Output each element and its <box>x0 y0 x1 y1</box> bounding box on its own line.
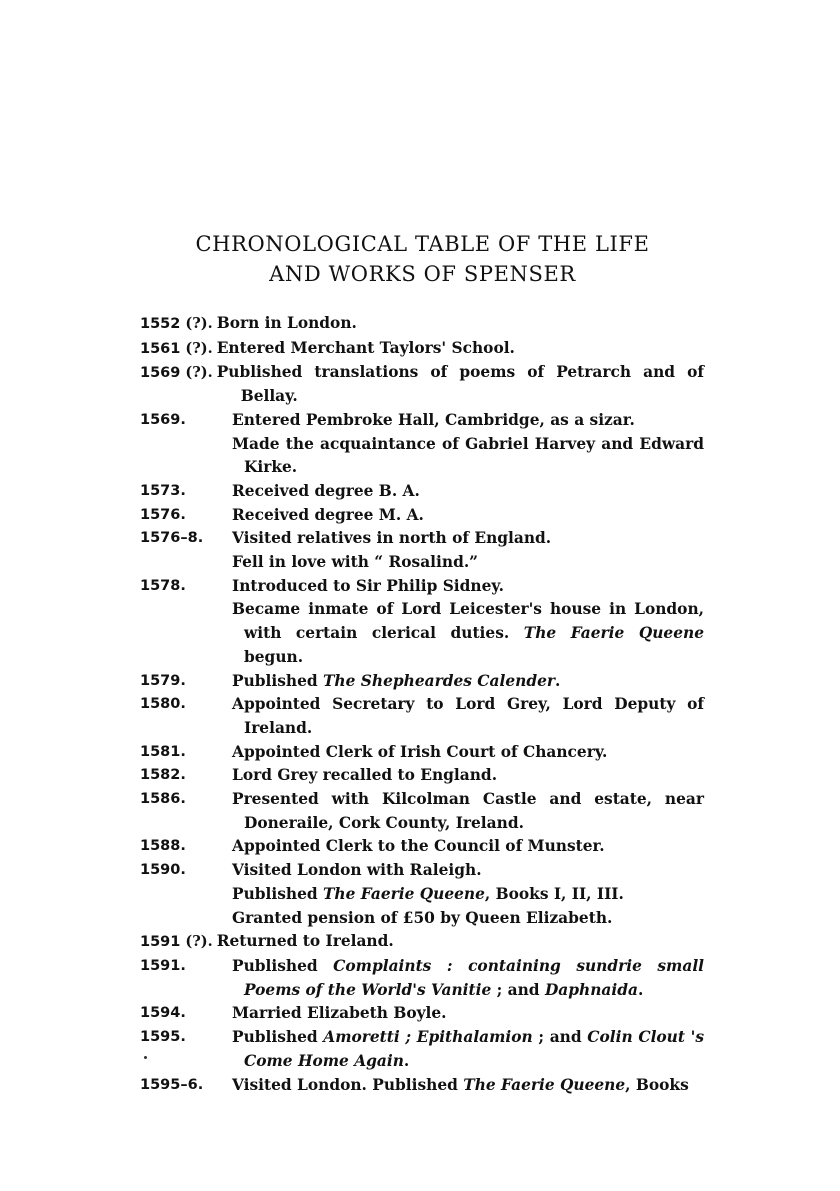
entry-date: 1595. <box>140 1029 186 1046</box>
entry-qualifier: (?). <box>180 933 213 951</box>
entry-date <box>140 907 232 931</box>
entry-year: 1569 <box>140 365 181 382</box>
entry-title-italic: Amoretti ; Epithalamion <box>323 1028 533 1047</box>
chronology-entry <box>140 955 704 1002</box>
chronology-entry <box>140 741 704 765</box>
chronology-entry <box>140 480 704 504</box>
chronology-entry <box>140 835 704 859</box>
chronology-entry <box>140 551 704 575</box>
entry-text <box>232 670 704 694</box>
entry-text <box>232 409 704 433</box>
chronology-entry <box>140 1026 704 1073</box>
chronology-entry <box>140 1002 704 1026</box>
entry-text <box>232 907 704 931</box>
entry-text <box>232 575 704 599</box>
entry-text <box>232 1074 704 1098</box>
chronology-entry <box>140 433 704 480</box>
entry-date: 1579. <box>140 672 186 689</box>
entry-text <box>232 1026 704 1073</box>
entry-date: 1594. <box>140 1005 186 1022</box>
entry-text-part: ; and <box>491 980 545 999</box>
chronology-entry <box>140 859 704 883</box>
entry-text <box>232 433 704 480</box>
entry-text-part: Fell in love with “ Rosalind.” <box>232 553 479 572</box>
entry-text-part: Received degree M. A. <box>232 505 424 524</box>
entry-date: 1588. <box>140 838 186 855</box>
chronology-entry <box>140 575 704 599</box>
entry-text-part: Published <box>232 884 323 903</box>
chronology-entry <box>140 504 704 528</box>
entry-text-part: begun. <box>244 647 304 666</box>
entry-date <box>140 883 232 907</box>
entry-text-part: Married Elizabeth Boyle. <box>232 1004 447 1023</box>
entry-text-part: Entered Pembroke Hall, Cambridge, as a sizar. <box>232 410 635 429</box>
entry-text-part: . <box>555 671 561 690</box>
entry-text-part: . <box>637 980 644 999</box>
entry-text <box>217 337 704 362</box>
entry-date <box>140 930 213 955</box>
entry-text-part: Visited London with Raleigh. <box>232 861 482 880</box>
entry-text-part: , Books <box>625 1075 689 1094</box>
entry-text-part: Visited relatives in north of England. <box>232 529 552 548</box>
entry-text-part: Lord Grey recalled to England. <box>232 766 498 785</box>
entry-date: 1578. <box>140 577 186 594</box>
entry-date: 1581. <box>140 743 186 760</box>
chronology-entry <box>140 764 704 788</box>
entry-text-part: ; and <box>532 1028 588 1047</box>
chronology-entry <box>140 693 704 740</box>
chronology-entry <box>140 907 704 931</box>
entry-qualifier: (?). <box>180 364 213 382</box>
entry-date <box>140 551 232 575</box>
title-line-2: AND WORKS OF SPENSER <box>269 262 576 286</box>
entry-text-part: Published <box>232 671 323 690</box>
entry-title-italic: The Shepheardes Calender <box>322 671 555 690</box>
entry-year: 1561 <box>140 340 181 357</box>
entry-text-part: Returned to Ireland. <box>216 932 394 951</box>
entry-title-italic: Daphnaida <box>544 980 638 999</box>
entry-text <box>232 788 704 835</box>
entry-date: 1576–8. <box>140 530 204 547</box>
chronology-entry <box>140 788 704 835</box>
entry-year: 1591 <box>140 934 181 951</box>
entry-text <box>232 1002 704 1026</box>
entry-text <box>232 859 704 883</box>
entry-text-part: Published <box>232 1028 324 1047</box>
entry-text <box>232 764 704 788</box>
entry-text <box>232 598 704 669</box>
entry-text <box>232 955 704 1002</box>
chronology-entry <box>140 409 704 433</box>
entry-date <box>140 312 213 337</box>
chronology-entry <box>140 312 704 337</box>
chronology-entry <box>140 930 704 955</box>
entry-text-part: Appointed Clerk of Irish Court of Chancery. <box>232 742 608 761</box>
entry-text-part: , Books I, II, III. <box>484 884 624 903</box>
entry-text-part: Appointed Secretary to Lord Grey, Lord Deputy of Ireland. <box>232 695 704 737</box>
chronology-entry <box>140 337 704 362</box>
entry-text <box>232 527 704 551</box>
entry-date: 1573. <box>140 482 186 499</box>
entry-text <box>217 930 704 955</box>
entry-date: 1569. <box>140 411 186 428</box>
entry-text-part: Born in London. <box>216 314 357 332</box>
entry-title-italic: The Faerie Queene <box>322 884 485 903</box>
entry-text <box>232 480 704 504</box>
entry-text-part: Published <box>232 956 334 975</box>
entry-date <box>140 361 213 408</box>
entry-text-part: Entered Merchant Taylors' School. <box>216 338 515 357</box>
entry-text-part: Published translations of poems of Petrarch and of Bellay. <box>216 363 704 406</box>
entry-date <box>140 337 213 362</box>
chronology-entry <box>140 1074 704 1098</box>
entry-date: 1590. <box>140 862 186 879</box>
entry-text-part: Appointed Clerk to the Council of Munster. <box>232 837 605 856</box>
entry-title-italic: The Faerie Queene <box>523 624 704 643</box>
stray-mark <box>144 1056 147 1059</box>
chronology-entry <box>140 598 704 669</box>
entry-text <box>217 361 704 408</box>
page-title <box>140 229 705 289</box>
entry-date <box>140 598 232 669</box>
entry-text <box>217 312 704 337</box>
entry-date <box>140 433 232 480</box>
entry-year: 1552 <box>140 316 181 332</box>
entry-title-italic: Complaints : containing sundrie small Poems of the World's Vanitie <box>244 956 705 999</box>
entry-date: 1576. <box>140 506 186 523</box>
entry-text-part: . <box>403 1051 410 1070</box>
chronology-entry <box>140 883 704 907</box>
entry-text <box>232 741 704 765</box>
entry-date: 1582. <box>140 767 186 784</box>
entry-title-italic: Colin Clout 's Come Home Again <box>244 1028 705 1070</box>
title-line-1: CHRONOLOGICAL TABLE OF THE LIFE <box>195 232 650 256</box>
entry-text-part: Granted pension of £50 by Queen Elizabeth. <box>232 908 613 927</box>
entry-text-part: Visited London. Published <box>232 1075 464 1094</box>
entry-date: 1591. <box>140 957 186 974</box>
entry-title-italic: The Faerie Queene <box>463 1075 626 1094</box>
entry-date: 1586. <box>140 791 186 808</box>
entry-qualifier: (?). <box>180 339 213 357</box>
entry-qualifier: (?). <box>180 315 213 332</box>
chronology-entry <box>140 361 704 408</box>
entry-text-part: Introduced to Sir Philip Sidney. <box>232 576 504 595</box>
entry-text-part: Made the acquaintance of Gabriel Harvey and Edward Kirke. <box>232 434 704 477</box>
chronology-entry <box>140 527 704 551</box>
chronology-list <box>140 312 704 1097</box>
entry-text-part: Received degree B. A. <box>232 481 420 500</box>
entry-text <box>232 883 704 907</box>
chronology-entry <box>140 670 704 694</box>
entry-text <box>232 504 704 528</box>
entry-date: 1580. <box>140 696 186 713</box>
entry-text <box>232 551 704 575</box>
entry-text-part: Became inmate of Lord Leicester's house in London, with certain clerical duties. <box>232 600 704 643</box>
entry-date: 1595–6. <box>140 1076 204 1093</box>
entry-text-part: Presented with Kilcolman Castle and estate, near Doneraile, Cork County, Ireland. <box>232 790 704 832</box>
entry-text <box>232 693 704 740</box>
entry-text <box>232 835 704 859</box>
